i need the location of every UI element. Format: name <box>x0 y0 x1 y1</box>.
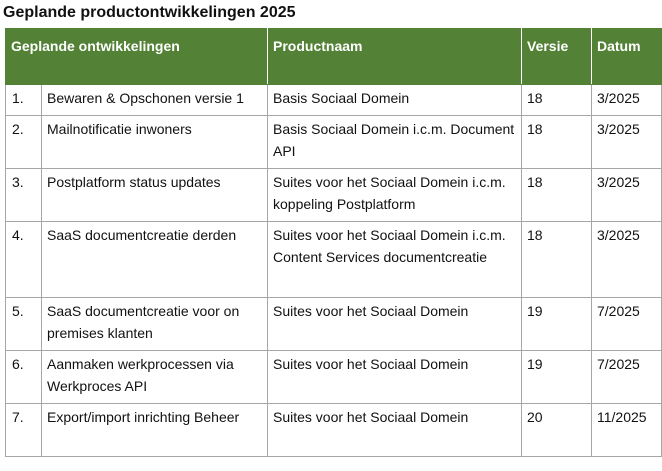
row-number: 3. <box>6 169 42 222</box>
product-name: Suites voor het Sociaal Domein <box>268 298 522 351</box>
development-name: Bewaren & Opschonen versie 1 <box>42 85 268 116</box>
version-value: 19 <box>522 351 592 404</box>
date-value: 7/2025 <box>592 351 662 404</box>
table-row <box>6 351 662 404</box>
version-value: 18 <box>522 169 592 222</box>
date-value: 3/2025 <box>592 169 662 222</box>
version-value: 19 <box>522 298 592 351</box>
document-title: Geplande productontwikkelingen 2025 <box>3 4 296 21</box>
header-version: Versie <box>522 29 592 85</box>
product-name: Suites voor het Sociaal Domein i.c.m. koppeling Postplatform <box>268 169 522 222</box>
version-value: 20 <box>522 404 592 457</box>
product-name: Suites voor het Sociaal Domein <box>268 404 522 457</box>
row-number: 5. <box>6 298 42 351</box>
version-value: 18 <box>522 222 592 298</box>
date-value: 7/2025 <box>592 298 662 351</box>
development-name: Aanmaken werkprocessen via Werkproces API <box>42 351 268 404</box>
date-value: 3/2025 <box>592 222 662 298</box>
table-row <box>6 116 662 169</box>
product-name: Suites voor het Sociaal Domein i.c.m. Content Services documentcreatie <box>268 222 522 298</box>
row-number: 2. <box>6 116 42 169</box>
table-row <box>6 169 662 222</box>
version-value: 18 <box>522 116 592 169</box>
header-product: Productnaam <box>268 29 522 85</box>
product-name: Suites voor het Sociaal Domein <box>268 351 522 404</box>
planned-developments-table <box>5 28 662 457</box>
table-row <box>6 222 662 298</box>
development-name: Mailnotificatie inwoners <box>42 116 268 169</box>
date-value: 3/2025 <box>592 116 662 169</box>
date-value: 3/2025 <box>592 85 662 116</box>
version-value: 18 <box>522 85 592 116</box>
table-row <box>6 404 662 457</box>
development-name: Export/import inrichting Beheer <box>42 404 268 457</box>
product-name: Basis Sociaal Domein <box>268 85 522 116</box>
row-number: 7. <box>6 404 42 457</box>
header-date: Datum <box>592 29 662 85</box>
table-header-row <box>6 29 662 85</box>
row-number: 1. <box>6 85 42 116</box>
date-value: 11/2025 <box>592 404 662 457</box>
development-name: SaaS documentcreatie voor on premises klanten <box>42 298 268 351</box>
development-name: Postplatform status updates <box>42 169 268 222</box>
development-name: SaaS documentcreatie derden <box>42 222 268 298</box>
table-row <box>6 298 662 351</box>
table-row <box>6 85 662 116</box>
header-development: Geplande ontwikkelingen <box>6 29 268 85</box>
row-number: 6. <box>6 351 42 404</box>
row-number: 4. <box>6 222 42 298</box>
product-name: Basis Sociaal Domein i.c.m. Document API <box>268 116 522 169</box>
